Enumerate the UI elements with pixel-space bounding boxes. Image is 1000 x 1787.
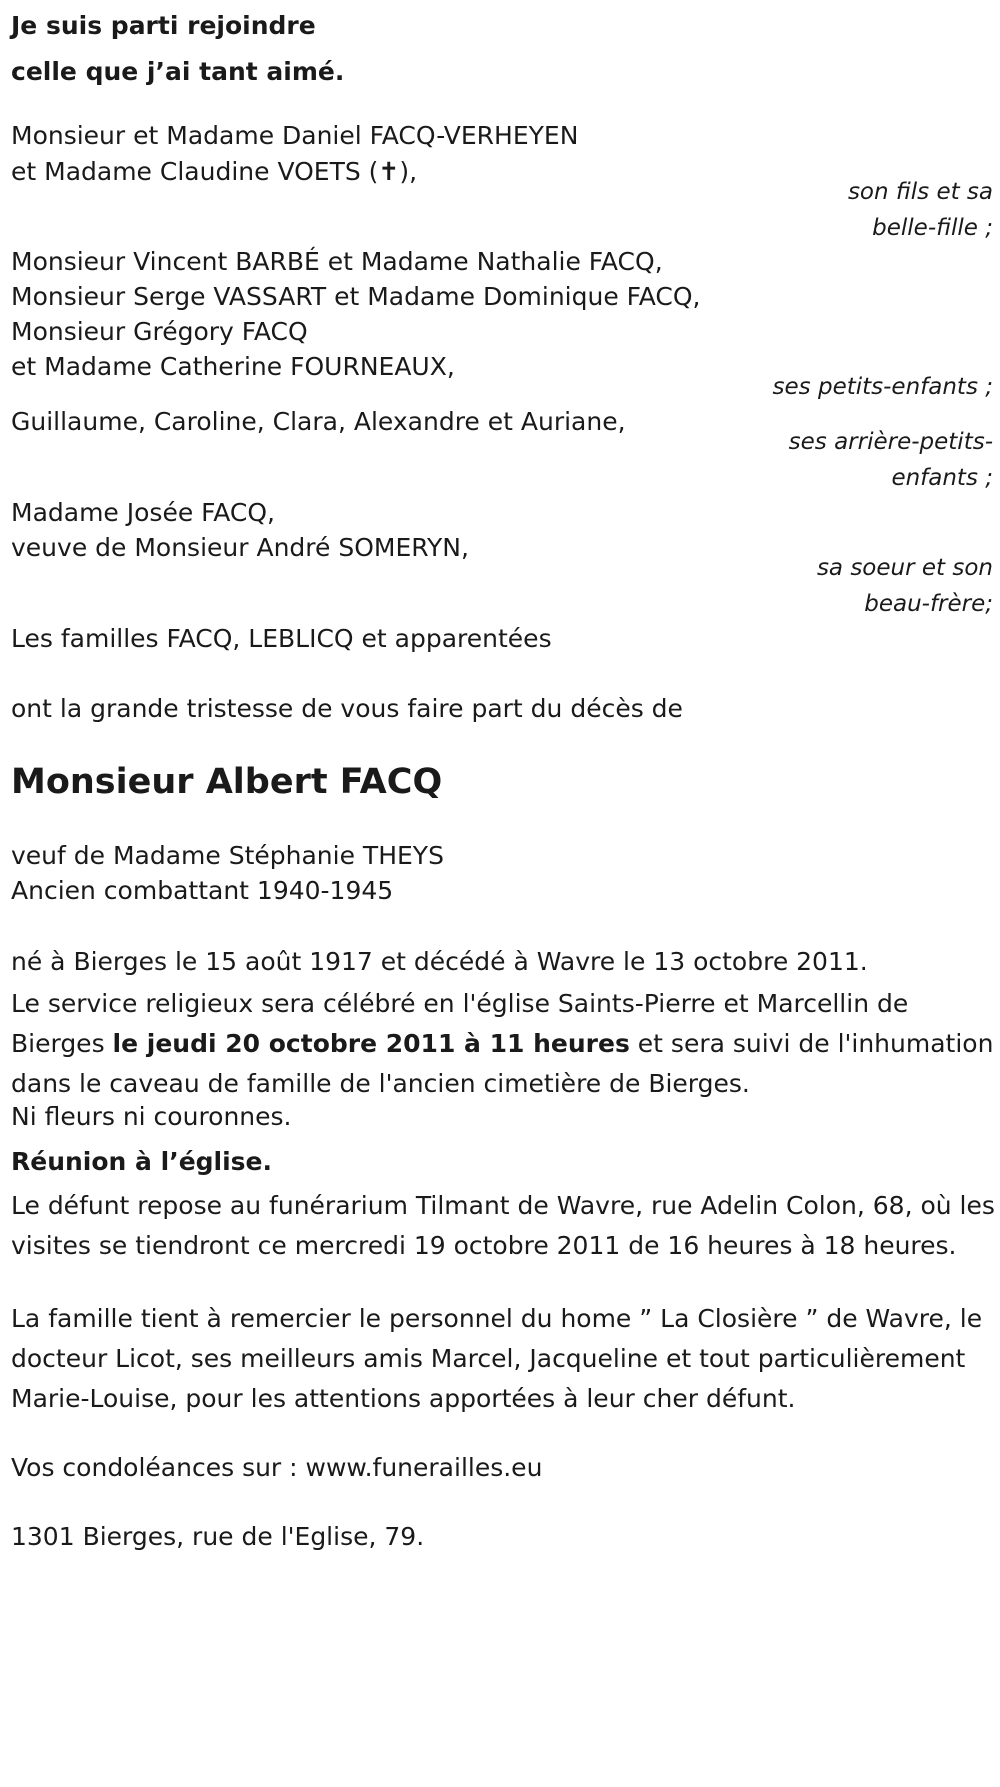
deceased-name: Monsieur Albert FACQ bbox=[11, 762, 443, 802]
service-datetime: le jeudi 20 octobre 2011 à 11 heures bbox=[112, 1029, 630, 1058]
great-grandchildren-relation-1: ses arrière-petits- bbox=[788, 429, 993, 455]
families-line: Les familles FACQ, LEBLICQ et apparentées bbox=[11, 624, 552, 653]
grandchildren-relation: ses petits-enfants ; bbox=[772, 374, 993, 400]
service-text-a: Le service religieux sera célébré en l'église Saints-Pierre et Marcellin de Bierges bbox=[11, 989, 909, 1058]
sister-relation-2: beau-frère; bbox=[864, 591, 993, 617]
sister-relation-1: sa soeur et son bbox=[816, 555, 993, 581]
sister-line-2: veuve de Monsieur André SOMERYN, bbox=[11, 533, 469, 562]
grandchild-line-1: Monsieur Vincent BARBÉ et Madame Nathalie FACQ, bbox=[11, 247, 663, 276]
veteran-line: Ancien combattant 1940-1945 bbox=[11, 876, 394, 905]
widower-line: veuf de Madame Stéphanie THEYS bbox=[11, 841, 444, 870]
grandchild-line-2: Monsieur Serge VASSART et Madame Dominique FACQ, bbox=[11, 282, 701, 311]
address-line: 1301 Bierges, rue de l'Eglise, 79. bbox=[11, 1522, 425, 1551]
meeting-line: Réunion à l’église. bbox=[11, 1147, 273, 1176]
birth-death-line: né à Bierges le 15 août 1917 et décédé à Wavre le 13 octobre 2011. bbox=[11, 947, 868, 976]
son-line-1: Monsieur et Madame Daniel FACQ-VERHEYEN bbox=[11, 121, 579, 150]
sister-line-1: Madame Josée FACQ, bbox=[11, 498, 275, 527]
condolences-line: Vos condoléances sur : www.funerailles.eu bbox=[11, 1453, 543, 1482]
announcement: ont la grande tristesse de vous faire part du décès de bbox=[11, 694, 683, 723]
service-text-b: et sera suivi de l'inhumation dans le caveau de famille de l'ancien cimetière de Bierges. bbox=[11, 1029, 994, 1098]
great-grandchildren-line: Guillaume, Caroline, Clara, Alexandre et Auriane, bbox=[11, 407, 626, 436]
grandchild-line-4: et Madame Catherine FOURNEAUX, bbox=[11, 352, 455, 381]
great-grandchildren-relation-2: enfants ; bbox=[891, 465, 993, 491]
thanks-paragraph: La famille tient à remercier le personnel du home ” La Closière ” de Wavre, le docteur Licot, ses meilleurs amis Marcel, Jacqueline et tout particulièrement Marie-Louise, pour les attentions apportées à leur cher défunt. bbox=[11, 1304, 983, 1413]
son-line-2: et Madame Claudine VOETS (✝), bbox=[11, 157, 418, 186]
service-paragraph bbox=[11, 984, 996, 1104]
epigraph-line-2: celle que j’ai tant aimé. bbox=[11, 57, 345, 86]
grandchild-line-3: Monsieur Grégory FACQ bbox=[11, 317, 308, 346]
epigraph-line-1: Je suis parti rejoindre bbox=[11, 11, 316, 40]
son-relation-2: belle-fille ; bbox=[872, 215, 993, 241]
funeral-home-paragraph: Le défunt repose au funérarium Tilmant de Wavre, rue Adelin Colon, 68, où les visites se tiendront ce mercredi 19 octobre 2011 de 16 heures à 18 heures. bbox=[11, 1191, 995, 1260]
flowers-line: Ni fleurs ni couronnes. bbox=[11, 1102, 292, 1131]
son-relation-1: son fils et sa bbox=[847, 179, 993, 205]
